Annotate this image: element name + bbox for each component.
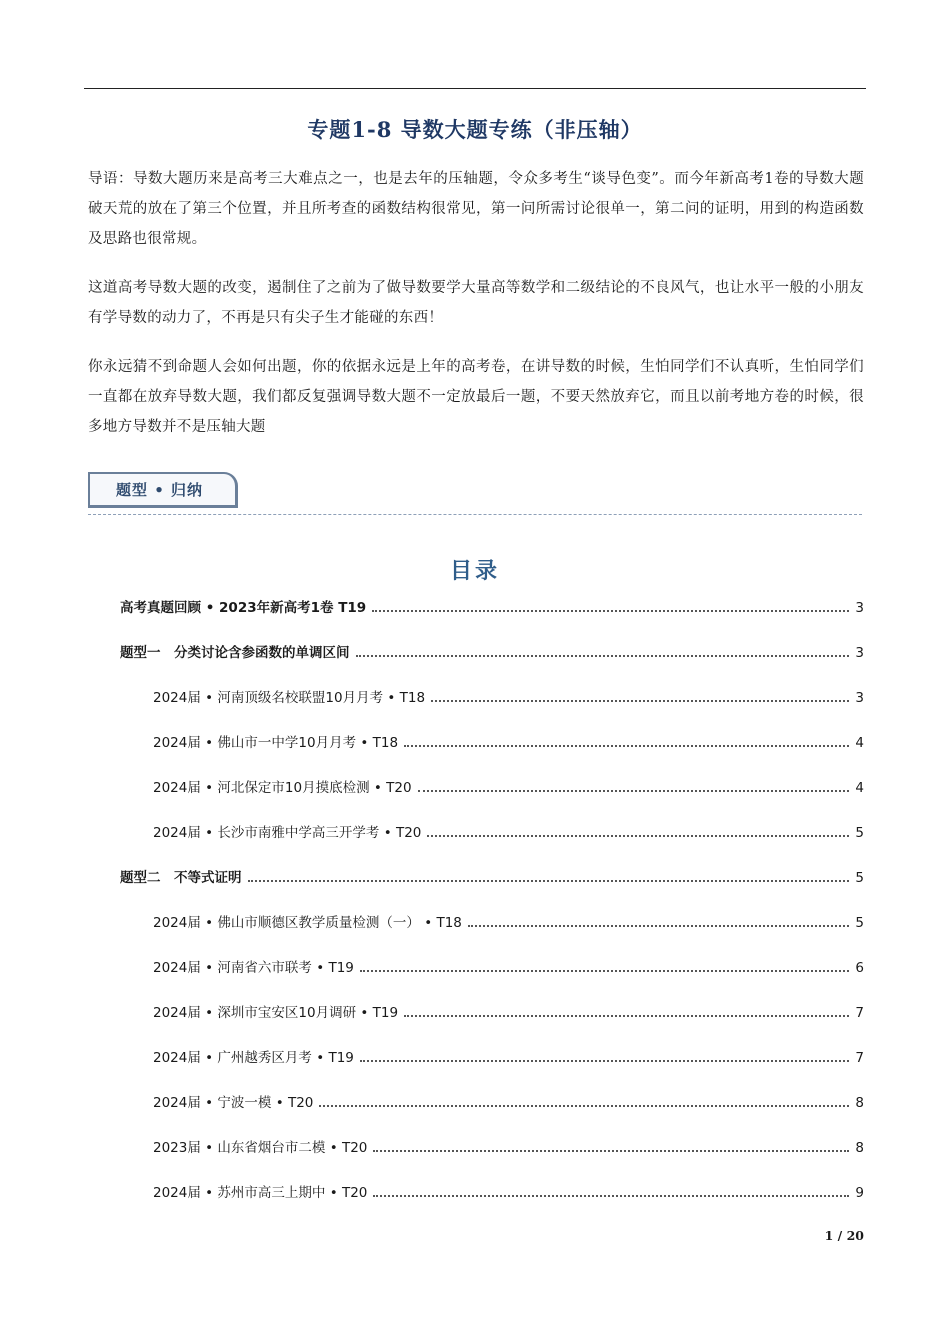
toc-entry-text: 2024届 • 佛山市顺德区教学质量检测（一） • T18 — [153, 915, 462, 931]
intro-paragraph-1: 导语：导数大题历来是高考三大难点之一，也是去年的压轴题，令众多考生“谈导色变”。而今年新高考1卷的导数大题破天荒的放在了第三个位置，并且所考查的函数结构很常见，第一问所需讨论很单一，第二问的证明，用到的构造函数及思路也很常规。 — [88, 171, 864, 247]
toc-entry-text: 高考真题回顾 • 2023年新高考1卷 T19 — [120, 600, 367, 616]
toc-entry[interactable] — [120, 641, 864, 663]
toc-entry-text: 题型二 不等式证明 — [120, 870, 242, 886]
intro-paragraph-3: 你永远猜不到命题人会如何出题，你的依据永远是上年的高考卷，在讲导数的时候，生怕同学们不认真听，生怕同学们一直都在放弃导数大题，我们都反复强调导数大题不一定放最后一题，不要天然放弃它，而且以前考地方卷的时候，很多地方导数并不是压轴大题 — [88, 359, 864, 435]
toc-entry-text: 2024届 • 深圳市宝安区10月调研 • T19 — [153, 1005, 399, 1021]
toc-leader-dots — [360, 970, 850, 972]
toc-entry-text: 2024届 • 苏州市高三上期中 • T20 — [153, 1185, 368, 1201]
toc-leader-dots — [468, 925, 850, 927]
toc-leader-dots — [360, 1060, 850, 1062]
toc-leader-dots — [356, 655, 850, 657]
toc-entry[interactable] — [153, 1046, 864, 1068]
toc-leader-dots — [404, 745, 849, 747]
toc-leader-dots — [248, 880, 850, 882]
toc-leader-dots — [372, 610, 849, 612]
toc-entry[interactable] — [153, 911, 864, 933]
toc-entry-text: 2024届 • 长沙市南雅中学高三开学考 • T20 — [153, 825, 422, 841]
toc-entry-page: 4 — [855, 780, 864, 796]
toc-entry-page: 3 — [855, 690, 864, 706]
toc-leader-dots — [427, 835, 849, 837]
intro-paragraph-2: 这道高考导数大题的改变，遏制住了之前为了做导数要学大量高等数学和二级结论的不良风气，也让水平一般的小朋友有学导数的动力了，不再是只有尖子生才能碰的东西！ — [88, 280, 864, 326]
toc-entry-text: 2023届 • 山东省烟台市二模 • T20 — [153, 1140, 368, 1156]
toc-entry[interactable] — [153, 821, 864, 843]
toc-entry[interactable] — [153, 731, 864, 753]
toc-entry-page: 4 — [855, 735, 864, 751]
toc-entry-page: 7 — [855, 1005, 864, 1021]
section-badge: 题型 • 归纳 — [88, 472, 238, 508]
page-title: 专题1-8 导数大题专练（非压轴） — [307, 117, 643, 142]
toc-entry-page: 9 — [855, 1185, 864, 1201]
toc-entry-page: 5 — [855, 870, 864, 886]
toc-entry[interactable] — [153, 1136, 864, 1158]
toc-entry-page: 5 — [855, 915, 864, 931]
toc-entry[interactable] — [153, 956, 864, 978]
toc-entry-page: 7 — [855, 1050, 864, 1066]
toc-entry-text: 题型一 分类讨论含参函数的单调区间 — [120, 645, 350, 661]
toc-entry-page: 3 — [855, 645, 864, 661]
toc-entry-page: 8 — [855, 1140, 864, 1156]
toc-entry-text: 2024届 • 宁波一模 • T20 — [153, 1095, 314, 1111]
toc-leader-dots — [373, 1150, 849, 1152]
toc-entry[interactable] — [153, 1181, 864, 1203]
page-indicator: 1 / 20 — [824, 1228, 864, 1243]
toc-entry[interactable] — [153, 1001, 864, 1023]
toc-entry[interactable] — [120, 866, 864, 888]
toc-entry-text: 2024届 • 佛山市一中学10月月考 • T18 — [153, 735, 399, 751]
toc-leader-dots — [319, 1105, 849, 1107]
toc-entry-text: 2024届 • 河南省六市联考 • T19 — [153, 960, 354, 976]
toc-entry-text: 2024届 • 河南顶级名校联盟10月月考 • T18 — [153, 690, 426, 706]
header-rule — [84, 88, 866, 89]
toc-entry-text: 2024届 • 河北保定市10月摸底检测 • T20 — [153, 780, 412, 796]
toc-entry[interactable] — [153, 776, 864, 798]
section-divider — [88, 514, 862, 515]
toc-leader-dots — [404, 1015, 849, 1017]
toc-entry-page: 6 — [855, 960, 864, 976]
toc-leader-dots — [431, 700, 849, 702]
toc-entry-page: 8 — [855, 1095, 864, 1111]
toc-entry[interactable] — [153, 1091, 864, 1113]
toc-entry-text: 2024届 • 广州越秀区月考 • T19 — [153, 1050, 354, 1066]
toc-title: 目录 — [449, 558, 500, 584]
toc-entry-page: 5 — [855, 825, 864, 841]
toc-leader-dots — [373, 1195, 849, 1197]
toc-entry[interactable] — [153, 686, 864, 708]
toc-entry-page: 3 — [855, 600, 864, 616]
toc-entry[interactable] — [120, 596, 864, 618]
toc-leader-dots — [418, 790, 850, 792]
